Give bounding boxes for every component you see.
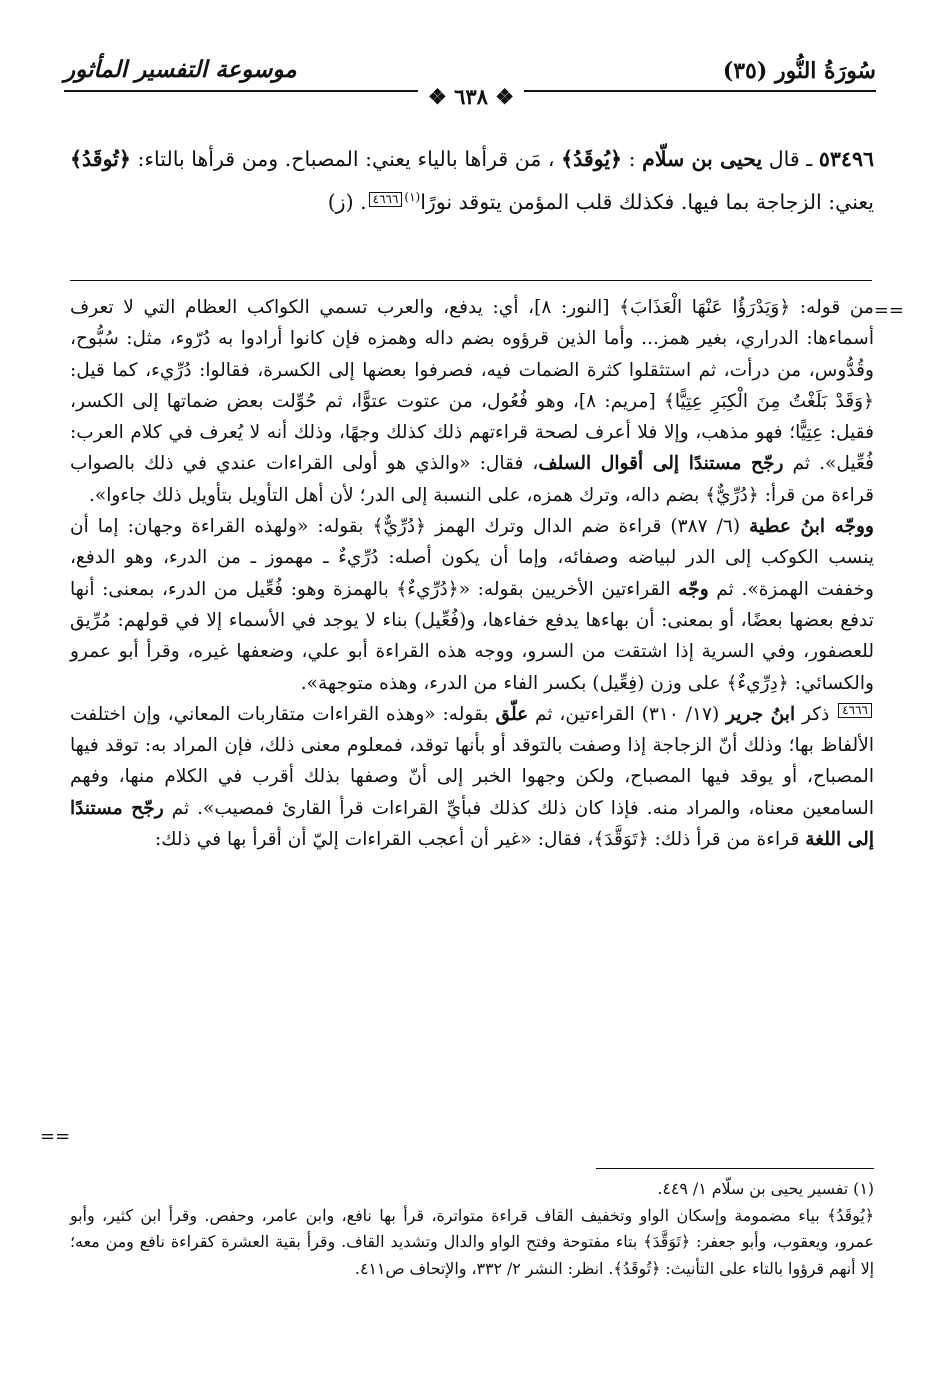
commentary-text: بقوله: «وهذه القراءات متقاربات المعاني، وإن اختلفت الألفاظ بها؛ وذلك أنّ الزجاجة إذا وصفت بالتوقد أو بأنها توقد، فمعلوم معنى ذلك، فإن المراد به: توقد فيها المصباح، أو يوقد فيها المصباح، ولكن وجهوا الخبر إلى أنّ وصفها بذلك أقرب في الكلام منها، وفهم السامعين معناه، والمراد منه. فإذا كان ذلك كذلك فبأيِّ القراءات قرأ القارئ فمصيب». ثم	[70, 703, 874, 819]
book-title: موسوعة التفسير المأثور	[64, 56, 297, 83]
commentary-emphasis: رجّح مستندًا إلى اللغة	[70, 797, 874, 851]
surah-title: سُورَةُ النُّور (٣٥)	[722, 58, 876, 84]
narration-text: ـ قال	[762, 147, 813, 171]
narration-source: . (ز)	[327, 190, 367, 214]
commentary-emphasis: علّق	[495, 703, 529, 725]
commentary-text: ذكر	[795, 703, 837, 725]
narration-text: ، مَن قرأها بالياء يعني: المصباح. ومن قرأها بالتاء:	[130, 147, 555, 171]
commentary-text: قراءة من قرأ ذلك: ﴿تَوَقَّدَ﴾، فقال: «غير أن أعجب القراءات إليّ أن أقرأ بها في ذلك:	[154, 829, 806, 851]
quran-reading: ﴿تُوقَدُ﴾	[70, 147, 131, 171]
commentary-block	[70, 292, 874, 855]
narrator-name: يحيى بن سلّام	[642, 147, 763, 171]
quran-reading: ﴿يُوقَدُ﴾	[561, 147, 623, 171]
commentary-paragraph	[70, 699, 874, 855]
commentary-text: (١٧/ ٣١٠) القراءتين، ثم	[528, 703, 727, 725]
narration-paragraph	[70, 140, 874, 221]
narration-text: يعني: الزجاجة بما فيها. فكذلك قلب المؤمن يتوقد نورًا	[420, 190, 874, 214]
commentary-text: القراءتين الأخريين بقوله: «﴿دُرِّيءٌ﴾ بالهمزة وهو: فُعِّيل من الدرء، بمعنى: أنها تدفع بعضها بعضًا، أو بمعنى: أن بهاءها يدفع خفاءها، و(فُعِّيل) بناء لا يوجد في الأسماء إلا في قولهم: مُرِّيق للعصفور، وفي السرية إذا اشتقت من السرو، ووجه هذه القراءة أبو علي، وضعفها غيره، وقرأ أبو عمرو والكسائي: ﴿دِرِّيءٌ﴾ على وزن (فِعِّيل) بكسر الفاء من الدرء، وهذه متوجهة».	[70, 578, 874, 694]
commentary-emphasis: ووجّه ابنُ عطية	[749, 516, 874, 538]
continuation-mark: ==	[873, 300, 904, 321]
main-text	[70, 140, 874, 221]
footnote-1: (١) تفسير يحيى بن سلّام ١/ ٤٤٩.	[657, 1179, 874, 1198]
commentary-emphasis: رجّح مستندًا إلى أقوال السلف	[538, 453, 784, 475]
page-number: ❖ ٦٣٨ ❖	[418, 84, 524, 109]
footnote-rule	[596, 1168, 874, 1169]
commentary-ref-box: ٤٦٦٦	[838, 703, 872, 718]
commentary-text: (٦/ ٣٨٧) قراءة ضم الدال وترك الهمز ﴿دُرِّيٌّ﴾ بقوله: «ولهذه القراءة وجهان: إما أن ينسب الكوكب إلى الدر لبياضه وصفائه، وإما أن يكون أصله: دُرِّيءٌ ـ مهموز ـ من الدرء، وهو الدفع، وخففت الهمزة». ثم	[70, 516, 874, 600]
commentary-paragraph	[70, 511, 874, 699]
commentary-emphasis: وجّه	[678, 578, 709, 600]
narration-text: :	[622, 147, 636, 171]
narration-number: ٥٣٤٩٦	[818, 147, 874, 171]
commentary-text: من قوله: ﴿وَيَدْرَؤُا عَنْهَا الْعَذَابَ﴾ [النور: ٨]، أي: يدفع، والعرب تسمي الكواكب العظام التي لا تعرف أسماءها: الدراري، بغير همز... وأما الذين قرؤوه بضم داله وهمزه فإن كانوا أرادوا به دُرّوء، مثل: سُبُّوح، وقُدُّوس، من درأت، ثم استثقلوا كثرة الضمات فيه، فصرفوا بعضها إلى الكسرة، فقالوا: دُرِّيء، كما قيل: ﴿وَقَدْ بَلَغْتُ مِنَ الْكِبَرِ عِتِيًّا﴾ [مريم: ٨]، وهو فُعُول، من عتوت عتوًّا، ثم حُوِّلت بعض ضماتها إلى الكسر، فقيل: عِتِيًّا؛ فهو مذهب، وإلا فلا أعرف لصحة قراءتهم ذلك كذلك وجهًا، وذلك أنه لا يُعرف في كلام العرب: فُعِّيل». ثم	[70, 297, 874, 475]
commentary-paragraph	[70, 292, 874, 511]
footnote-2: ﴿يُوقَدُ﴾ بياء مضمومة وإسكان الواو وتخفيف القاف قراءة متواترة، قرأ بها نافع، وابن عامر، وحفص. وقرأ ابن كثير، وأبو عمرو، ويعقوب، وأبو جعفر: ﴿تَوَقَّدَ﴾ بتاء مفتوحة وفتح الواو والدال وتشديد القاف. وقرأ بقية العشرة كقراءة نافع ومن معه؛ إلا أنهم قرؤوا بالتاء على التأنيث: ﴿تُوقَدُ﴾. انظر: النشر ٢/ ٣٣٢، والإتحاف ص٤١١.	[70, 1205, 874, 1278]
separator-rule	[70, 280, 872, 281]
footnote-marker: (١)	[404, 190, 421, 204]
commentary-ref-box: ٤٦٦٦	[369, 192, 403, 207]
commentary-emphasis: ابنُ جرير	[726, 703, 796, 725]
footnotes	[70, 1176, 874, 1282]
commentary-text: ، فقال: «والذي هو أولى القراءات عندي في ذلك بالصواب قراءة من قرأ: ﴿دُرِّيٌّ﴾ بضم داله، وترك همزه، على النسبة إلى الدر؛ لأن أهل التأويل بتأويل ذلك جاءوا».	[70, 453, 874, 506]
continuation-mark: ==	[40, 1126, 71, 1147]
